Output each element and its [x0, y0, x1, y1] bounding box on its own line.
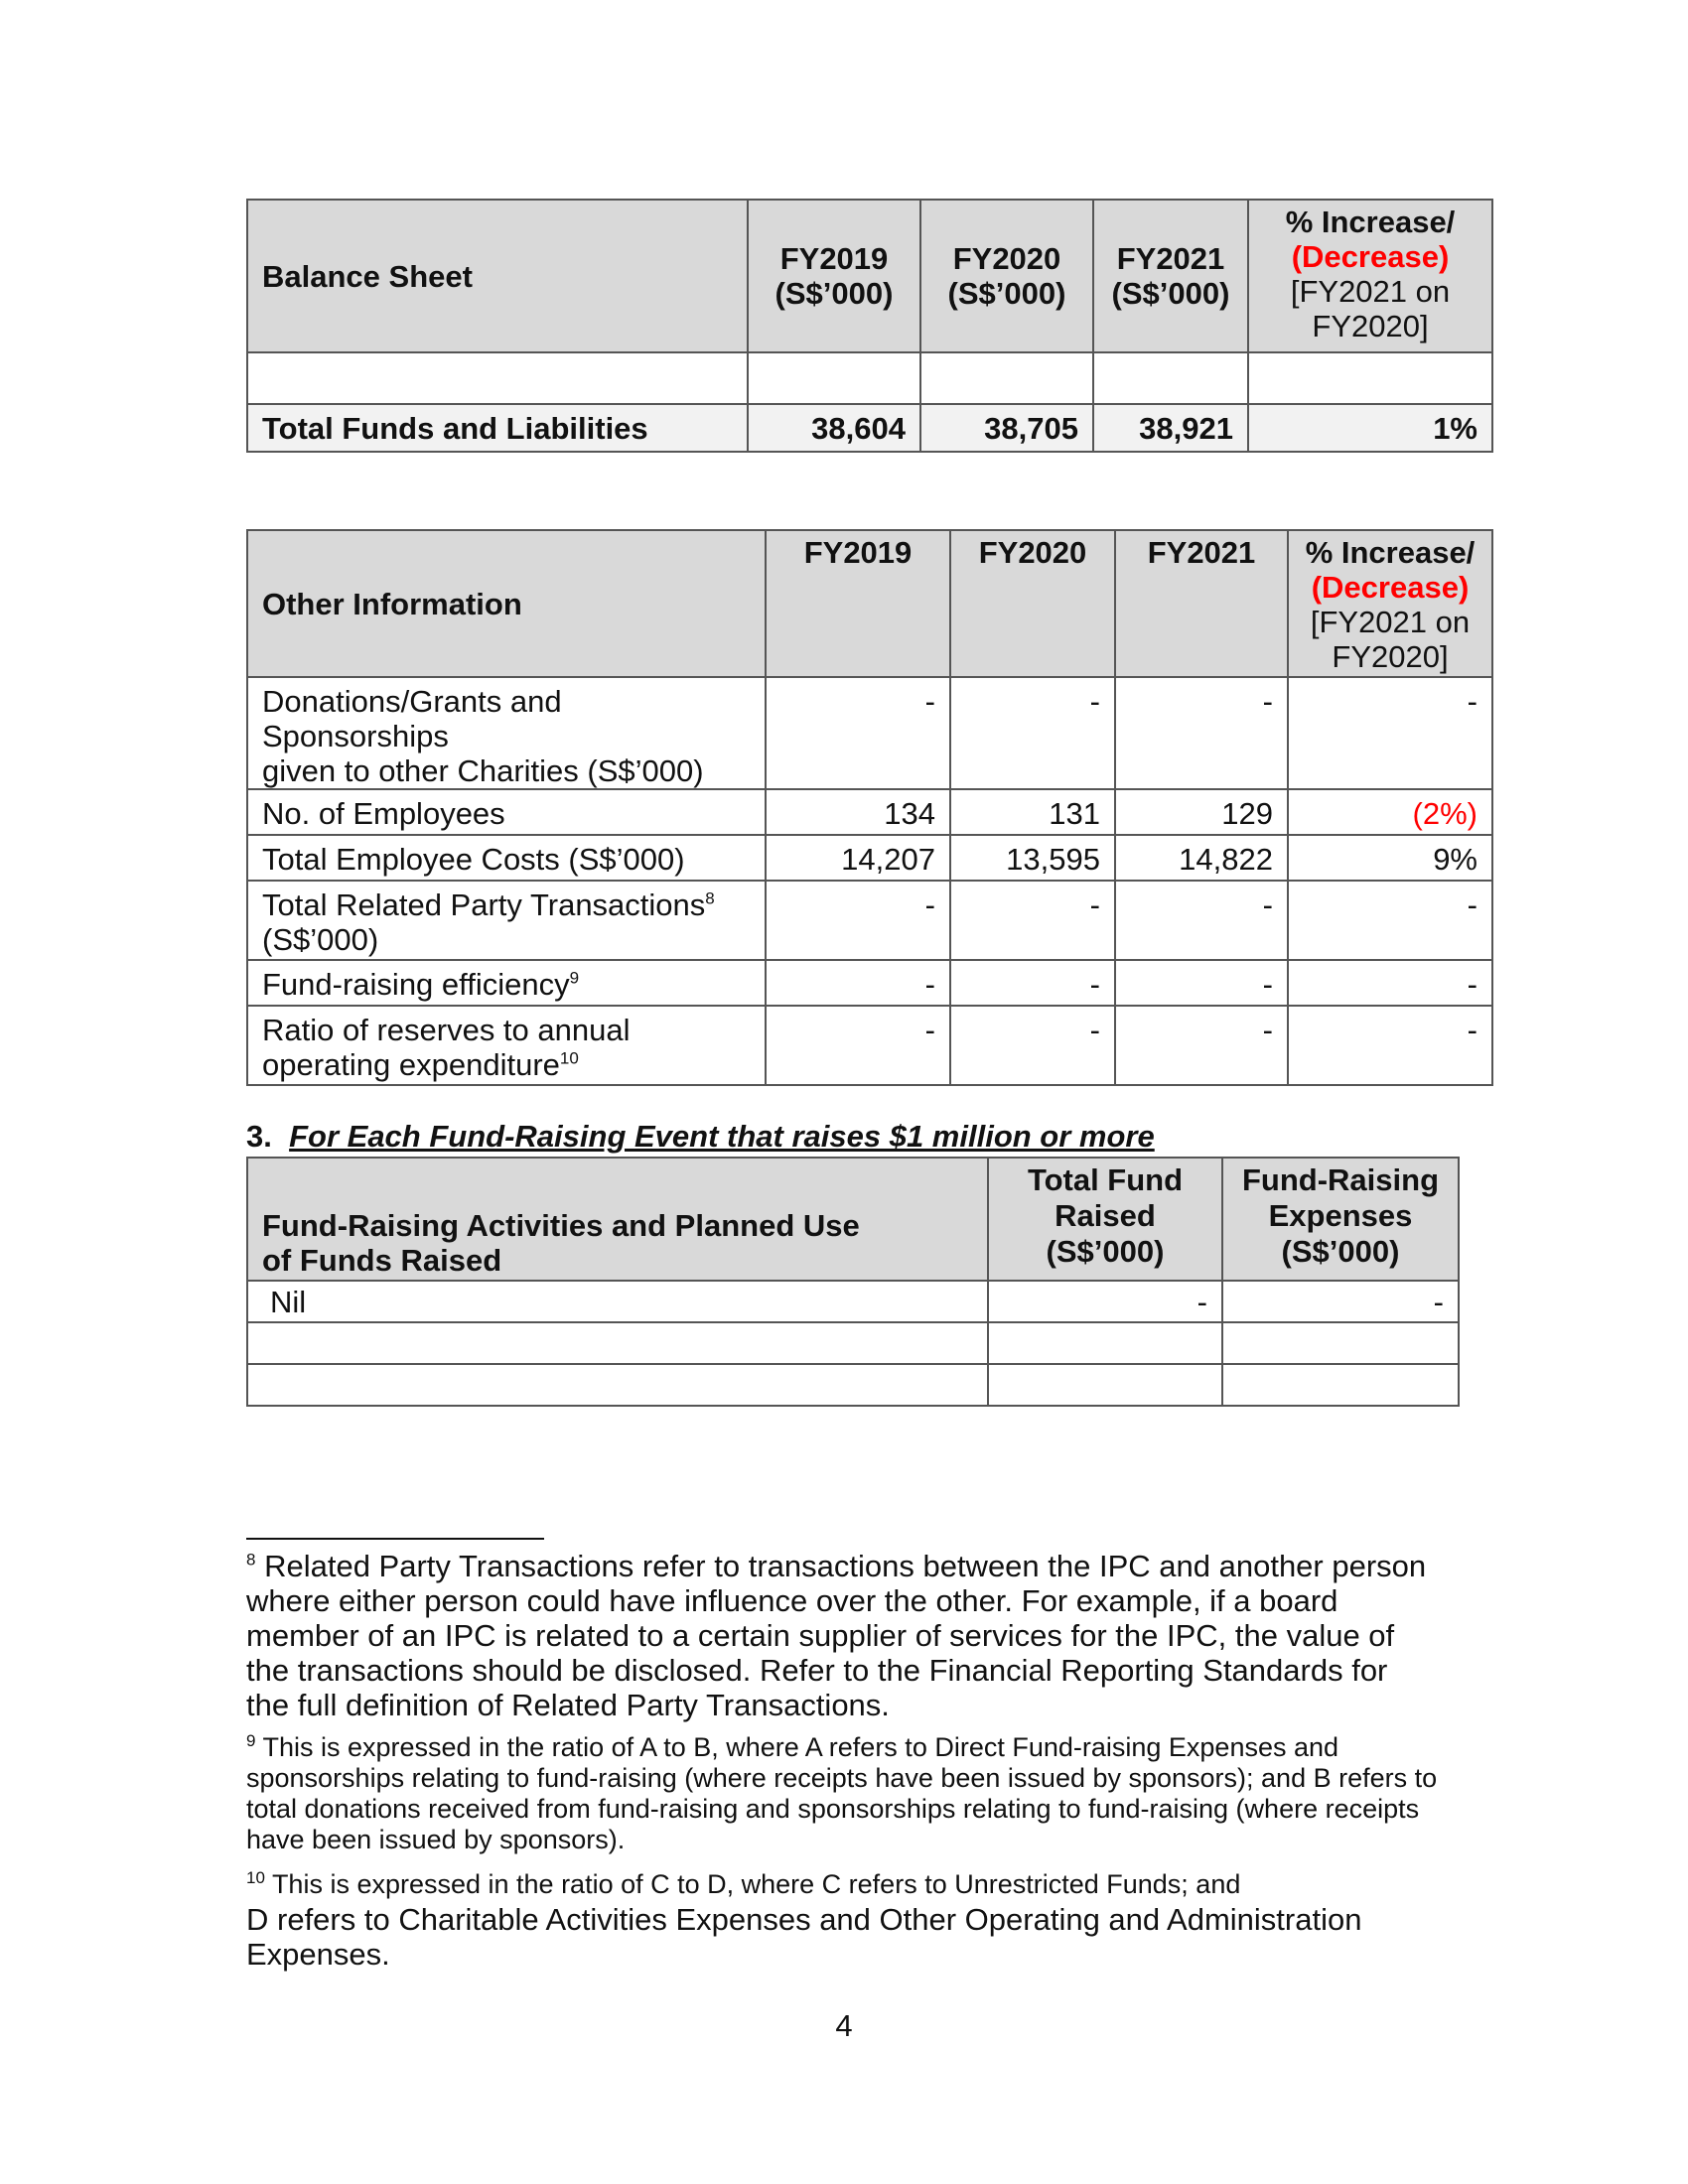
other-info-header-row [247, 530, 1492, 677]
table-row [247, 1364, 1459, 1406]
cell-change: - [1288, 881, 1492, 960]
row-label: Total Related Party Transactions$^8$ (S$’000) [247, 881, 766, 960]
cell-fy2020: 13,595 [950, 835, 1115, 881]
table-row [247, 789, 1492, 835]
cell-change: (2%) [1288, 789, 1492, 835]
header-expenses: Fund-Raising Expenses (S$’000) [1222, 1158, 1459, 1281]
table-row [247, 1281, 1459, 1322]
header-fy2020: FY2020 [950, 530, 1115, 677]
balance-sheet-header-row [247, 200, 1492, 352]
table-row [247, 960, 1492, 1006]
cell-change: 9% [1288, 835, 1492, 881]
cell-fy2021: 38,921 [1093, 404, 1248, 452]
cell-change: 1% [1248, 404, 1492, 452]
row-label: Fund-raising efficiency$^9$ [247, 960, 766, 1006]
table-row [247, 677, 1492, 789]
total-row [247, 404, 1492, 452]
balance-sheet-table [246, 199, 1493, 453]
cell-fy2021: - [1115, 960, 1288, 1006]
page-number: 4 [835, 2008, 853, 2043]
header-fy2019: FY2019 (S$’000) [748, 200, 920, 352]
row-label: Donations/Grants and Sponsorships given to other Charities (S$’000) [247, 677, 766, 789]
section-heading [246, 1119, 1155, 1155]
section-title: For Each Fund-Raising Event that raises $1 million or more [289, 1119, 1155, 1154]
header-change: % Increase/ (Decrease) [FY2021 on FY2020] [1288, 530, 1492, 677]
row-label: Total Funds and Liabilities [247, 404, 748, 452]
cell-fy2019: - [766, 677, 950, 789]
footnote-10: $^{10}$ This is expressed in the ratio of C to D, where C refers to Unrestricted Funds; and [246, 1868, 1241, 1899]
cell-fy2019: 134 [766, 789, 950, 835]
cell-fy2021: - [1115, 881, 1288, 960]
header-fy2020: FY2020 (S$’000) [920, 200, 1093, 352]
cell-fy2021: - [1115, 1006, 1288, 1085]
row-label: No. of Employees [247, 789, 766, 835]
footnote-ref: 8 [705, 888, 715, 908]
balance-sheet-title: Balance Sheet [247, 200, 748, 352]
cell-fy2020: 131 [950, 789, 1115, 835]
footnote-9: $^9$ This is expressed in the ratio of A to B, where A refers to Direct Fund-raising Expenses and sponsorships relating to fund-raising (where receipts have been issued by sponsors); and B refers to total donations received from fund-raising and sponsorships relating to fund-raising (where receipts have been issued by sponsors). [246, 1731, 1438, 1854]
cell-fy2019: 14,207 [766, 835, 950, 881]
cell-raised: - [988, 1281, 1222, 1322]
table-row [247, 1322, 1459, 1364]
cell-fy2020: 38,705 [920, 404, 1093, 452]
cell-change: - [1288, 960, 1492, 1006]
cell-fy2020: - [950, 881, 1115, 960]
cell-change: - [1288, 677, 1492, 789]
fundraising-table [246, 1157, 1460, 1407]
cell-fy2019: 38,604 [748, 404, 920, 452]
fundraising-header-row [247, 1158, 1459, 1281]
cell-fy2020: - [950, 960, 1115, 1006]
footnote-ref: 10 [559, 1048, 579, 1068]
footnote-10-continued: D refers to Charitable Activities Expenses and Other Operating and Administration Expenses. [246, 1902, 1362, 1972]
row-label: Ratio of reserves to annual operating expenditure$^{10}$ [247, 1006, 766, 1085]
other-information-table [246, 529, 1493, 1086]
cell-fy2021: 14,822 [1115, 835, 1288, 881]
table-row [247, 835, 1492, 881]
table-row [247, 1006, 1492, 1085]
header-activities: Fund-Raising Activities and Planned Use of Funds Raised [247, 1158, 988, 1281]
other-info-title: Other Information [247, 530, 766, 677]
cell-change: - [1288, 1006, 1492, 1085]
cell-fy2021: - [1115, 677, 1288, 789]
cell-fy2019: - [766, 1006, 950, 1085]
header-fy2019: FY2019 [766, 530, 950, 677]
cell-fy2019: - [766, 960, 950, 1006]
cell-fy2019: - [766, 881, 950, 960]
header-change: % Increase/ (Decrease) [FY2021 on FY2020] [1248, 200, 1492, 352]
header-fy2021: FY2021 (S$’000) [1093, 200, 1248, 352]
cell-fy2020: - [950, 677, 1115, 789]
cell-fy2020: - [950, 1006, 1115, 1085]
footnote-ref: 9 [569, 968, 580, 988]
table-row [247, 352, 1492, 404]
header-total-raised: Total Fund Raised (S$’000) [988, 1158, 1222, 1281]
footnote-8: $^8$ Related Party Transactions refer to transactions between the IPC and another person where either person could have influence over the other. For example, if a board member of an IPC is related to a certain supplier of services for the IPC, the value of the transactions should be disclosed. Refer to the Financial Reporting Standards for the full definition of Related Party Transactions. [246, 1549, 1427, 1722]
section-number: 3. [246, 1119, 272, 1154]
cell-activity: Nil [247, 1281, 988, 1322]
row-label: Total Employee Costs (S$’000) [247, 835, 766, 881]
cell-fy2021: 129 [1115, 789, 1288, 835]
cell-expenses: - [1222, 1281, 1459, 1322]
footnote-separator [246, 1538, 544, 1540]
table-row [247, 881, 1492, 960]
header-fy2021: FY2021 [1115, 530, 1288, 677]
